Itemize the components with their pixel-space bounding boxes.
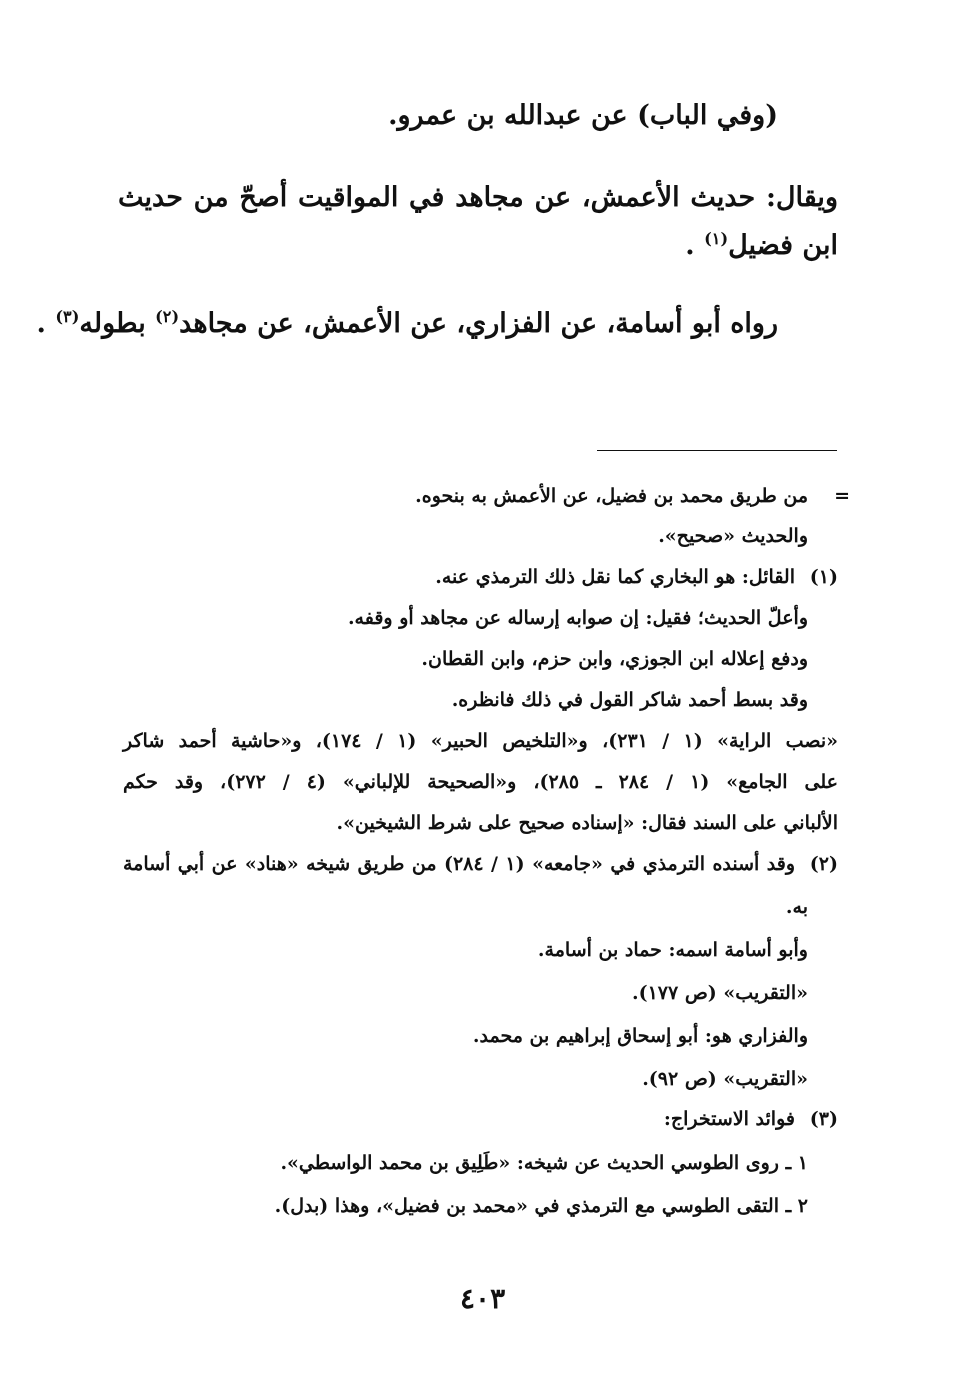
footnote-ref-3: (٣) [55,307,80,326]
footnote-2-line-4: «التقريب» (ص ١٧٧). [631,982,808,1004]
main-line-4 [37,308,778,339]
footnote-3-number: (٣) [809,1108,838,1130]
footnote-3-line-2: ٢ ـ التقى الطوسي مع الترمذي في «محمد بن فضيل»، وهذا (بدل). [274,1195,808,1217]
footnote-3-line-1: ١ ـ روى الطوسي الحديث عن شيخه: «طَلِيق بن محمد الواسطي». [280,1152,808,1174]
main-line-4-b: بطوله [79,308,156,339]
footnote-ref-2: (٢) [155,307,180,326]
footnote-0-line-2: والحديث «صحيح». [658,525,808,547]
footnote-2-line-1: وقد أسنده الترمذي في «جامعه» (١ / ٢٨٤) من طريق شيخه «هناد» عن أبي أسامة [123,853,795,875]
footnote-separator [597,450,837,451]
main-line-3-text: ابن فضيل [728,230,838,261]
page-number: ٤٠٣ [460,1282,506,1315]
footnote-2-line-3: وأبو أسامة اسمه: حماد بن أسامة. [537,939,808,961]
footnote-ref-1: (١) [704,229,729,248]
footnote-1-line-7: الألباني على السند فقال: «إسناده صحيح على شرط الشيخين». [336,812,838,834]
footnote-1-line-3: ودفع إعلاله ابن الجوزي، وابن حزم، وابن القطان. [421,648,808,670]
footnote-2-line-2: به. [785,896,808,918]
footnote-1-line-1: القائل: هو البخاري كما نقل ذلك الترمذي عنه. [435,566,795,588]
main-line-4-a: رواه أبو أسامة، عن الفزاري، عن الأعمش، عن مجاهد [179,308,778,339]
footnote-1-line-2: وأعلّ الحديث؛ فقيل: إن صوابه إرساله عن مجاهد أو وقفه. [347,607,808,629]
footnote-3-title: فوائد الاستخراج: [663,1108,795,1130]
footnote-2-number: (٢) [809,853,838,875]
footnote-2-line-5: والفزاري هو: أبو إسحاق إبراهيم بن محمد. [472,1025,808,1047]
main-line-4-end: . [36,308,56,339]
footnote-1-number: (١) [809,566,838,588]
main-line-2: ويقال: حديث الأعمش، عن مجاهد في المواقيت أصحّ من حديث [118,182,838,213]
footnote-1-line-6: على الجامع» (١ / ٢٨٤ ـ ٢٨٥)، و«الصحيحة للإلباني» (٤ / ٢٧٢)، وقد حكم [123,771,838,793]
continuation-marker: = [834,485,850,507]
main-line-3-end: . [685,230,705,261]
main-line-1: (وفي الباب) عن عبدالله بن عمرو. [388,100,778,131]
footnote-1-line-5: «نصب الراية» (١ / ٢٣١)، و«التلخيص الحبير» (١ / ١٧٤)، و«حاشية أحمد شاكر [123,730,838,752]
main-line-3 [685,230,838,261]
footnote-1-line-4: وقد بسط أحمد شاكر القول في ذلك فانظره. [451,689,808,711]
footnote-2-line-6: «التقريب» (ص ٩٢). [642,1068,808,1090]
footnote-0-line-1: من طريق محمد بن فضيل، عن الأعمش به بنحوه. [415,485,808,507]
